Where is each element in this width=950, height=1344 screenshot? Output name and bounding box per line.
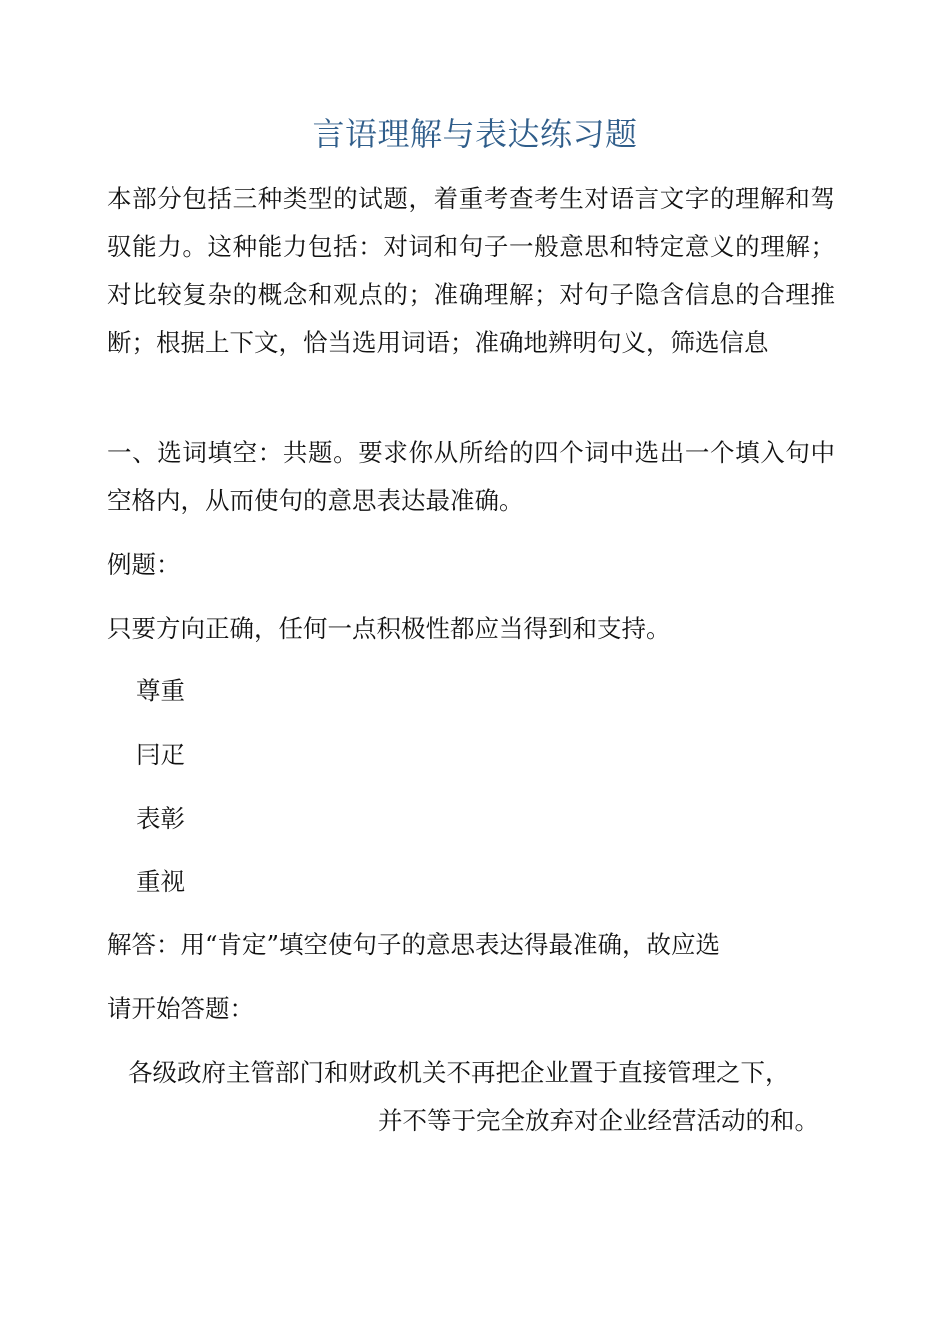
option-a: 尊重 [136, 676, 185, 705]
answer-explanation: 解答：用“肯定”填空使句子的意思表达得最准确，故应选 [107, 930, 721, 959]
option-b: 冃疋 [136, 740, 185, 769]
example-sentence: 只要方向正确，任何一点积极性都应当得到和支持。 [107, 614, 671, 643]
question-line-2: 并不等于完全放弃对企业经营活动的和。 [378, 1106, 819, 1135]
question-line-1: 各级政府主管部门和财政机关不再把企业置于直接管理之下， [128, 1058, 790, 1087]
document-title: 言语理解与表达练习题 [312, 115, 638, 153]
option-d: 重视 [136, 867, 185, 896]
section-1-instructions: 一、选词填空：共题。要求你从所给的四个词中选出一个填入句中空格内，从而使句的意思表达最准确。 [107, 438, 835, 515]
option-c: 表彰 [136, 804, 185, 833]
intro-paragraph: 本部分包括三种类型的试题，着重考查考生对语言文字的理解和驾驭能力。这种能力包括：对词和句子一般意思和特定意义的理解；对比较复杂的概念和观点的；准确理解；对句子隐含信息的合理推断；根据上下文，恰当选用词语；准确地辨明句义，筛选信息 [107, 184, 835, 357]
example-label: 例题： [107, 550, 181, 579]
start-prompt: 请开始答题： [107, 994, 254, 1023]
